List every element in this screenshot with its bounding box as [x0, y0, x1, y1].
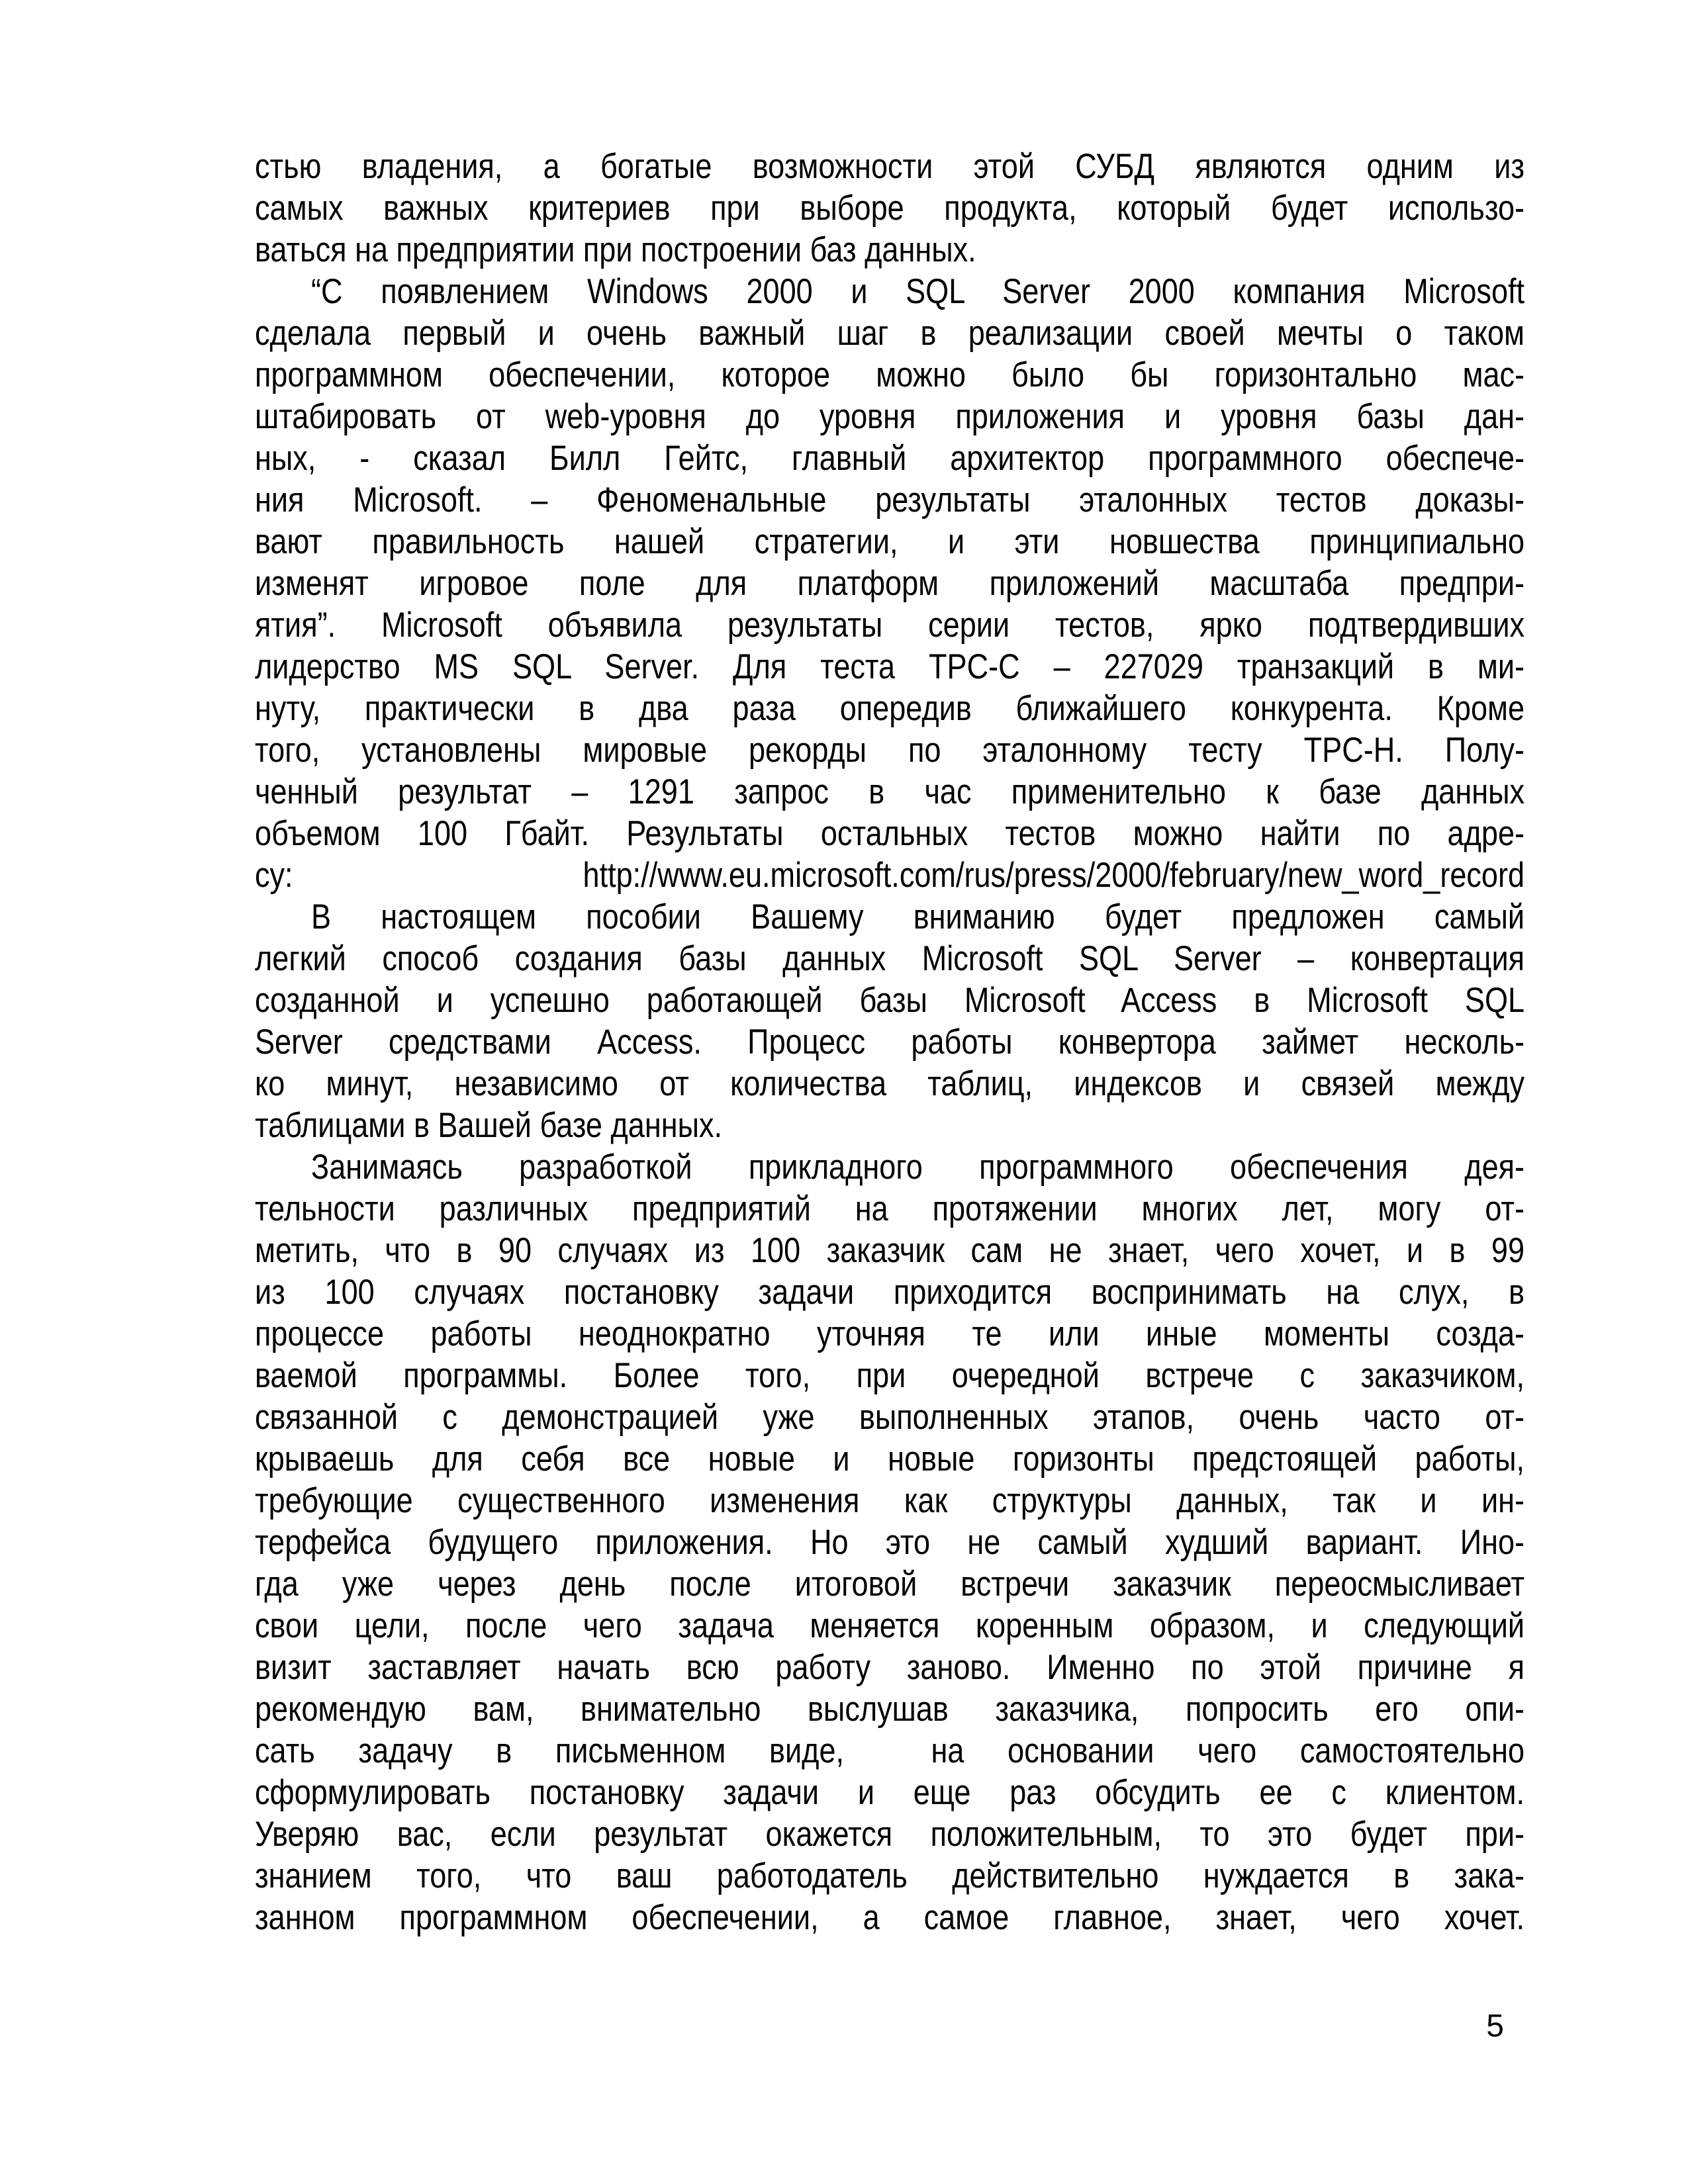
text-line: рекомендую вам, внимательно выслушав заказчика, попросить его опи-: [255, 1690, 1525, 1729]
page-number: 5: [1486, 2009, 1504, 2044]
text-line: вают правильность нашей стратегии, и эти новшества принципиально: [255, 522, 1525, 561]
text-line: самых важных критериев при выборе продукта, который будет использо-: [255, 189, 1525, 228]
paragraph: [255, 271, 1524, 896]
text-line: таблицами в Вашей базе данных.: [255, 1106, 723, 1145]
text-line: Server средствами Access. Процесс работы конвертора займет несколь-: [255, 1023, 1525, 1062]
text-line: нуту, практически в два раза опередив ближайшего конкурента. Кроме: [255, 689, 1525, 728]
text-line: штабировать от web-уровня до уровня приложения и уровня базы дан-: [255, 397, 1525, 436]
text-line: Уверяю вас, если результат окажется положительным, то это будет при-: [255, 1815, 1525, 1854]
paragraph: [255, 146, 1524, 271]
text-line: ченный результат – 1291 запрос в час применительно к базе данных: [255, 772, 1525, 811]
text-line: ных, - сказал Билл Гейтс, главный архитектор программного обеспече-: [255, 439, 1525, 478]
text-line: ния Microsoft. – Феноменальные результаты эталонных тестов доказы-: [255, 480, 1525, 520]
text-line: Занимаясь разработкой прикладного программного обеспечения дея-: [311, 1148, 1525, 1187]
paragraph: [255, 896, 1524, 1146]
text-line: свои цели, после чего задача меняется коренным образом, и следующий: [255, 1606, 1525, 1645]
text-line: визит заставляет начать всю работу заново. Именно по этой причине я: [255, 1648, 1525, 1687]
text-line: из 100 случаях постановку задачи приходится воспринимать на слух, в: [255, 1273, 1525, 1312]
text-line: В настоящем пособии Вашему вниманию будет предложен самый: [311, 897, 1525, 936]
text-line: знанием того, что ваш работодатель действительно нуждается в зака-: [255, 1856, 1525, 1895]
text-line: требующие существенного изменения как структуры данных, так и ин-: [255, 1481, 1525, 1520]
text-line: ко минут, независимо от количества таблиц, индексов и связей между: [255, 1064, 1525, 1103]
paragraph: [255, 1146, 1524, 1938]
text-line: тельности различных предприятий на протяжении многих лет, могу от-: [255, 1189, 1525, 1228]
text-line: крываешь для себя все новые и новые горизонты предстоящей работы,: [255, 1439, 1525, 1479]
text-line: ятия”. Microsoft объявила результаты серии тестов, ярко подтвердивших: [255, 606, 1525, 645]
text-line: ваться на предприятии при построении баз данных.: [255, 230, 976, 269]
text-line: занном программном обеспечении, а самое главное, знает, чего хочет.: [255, 1898, 1525, 1937]
text-line: созданной и успешно работающей базы Microsoft Access в Microsoft SQL: [255, 981, 1525, 1020]
text-line: связанной с демонстрацией уже выполненных этапов, очень часто от-: [255, 1398, 1525, 1437]
text-line: метить, что в 90 случаях из 100 заказчик сам не знает, чего хочет, и в 99: [255, 1231, 1525, 1270]
text-content: [255, 146, 1524, 1938]
text-line: “С появлением Windows 2000 и SQL Server 2000 компания Microsoft: [311, 272, 1525, 311]
text-line: программном обеспечении, которое можно было бы горизонтально мас-: [255, 355, 1525, 394]
text-line: терфейса будущего приложения. Но это не самый худший вариант. Ино-: [255, 1523, 1525, 1562]
text-line: объемом 100 Гбайт. Результаты остальных тестов можно найти по адре-: [255, 814, 1525, 853]
text-line: су: http://www.eu.microsoft.com/rus/press/2000/february/new_word_record: [255, 856, 1525, 895]
text-line: сформулировать постановку задачи и еще раз обсудить ее с клиентом.: [255, 1773, 1525, 1812]
text-line: стью владения, а богатые возможности этой СУБД являются одним из: [255, 147, 1525, 186]
text-line: сделала первый и очень важный шаг в реализации своей мечты о таком: [255, 314, 1525, 353]
text-line: того, установлены мировые рекорды по эталонному тесту TPC-H. Полу-: [255, 731, 1525, 770]
text-line: процессе работы неоднократно уточняя те или иные моменты созда-: [255, 1314, 1525, 1353]
text-line: легкий способ создания базы данных Microsoft SQL Server – конвертация: [255, 939, 1525, 978]
text-line: сать задачу в письменном виде, на основании чего самостоятельно: [255, 1731, 1525, 1770]
text-line: лидерство MS SQL Server. Для теста TPC-C – 227029 транзакций в ми-: [255, 647, 1525, 686]
text-line: изменят игровое поле для платформ приложений масштаба предпри-: [255, 564, 1525, 603]
text-line: ваемой программы. Более того, при очередной встрече с заказчиком,: [255, 1356, 1525, 1395]
text-line: гда уже через день после итоговой встречи заказчик переосмысливает: [255, 1565, 1525, 1604]
